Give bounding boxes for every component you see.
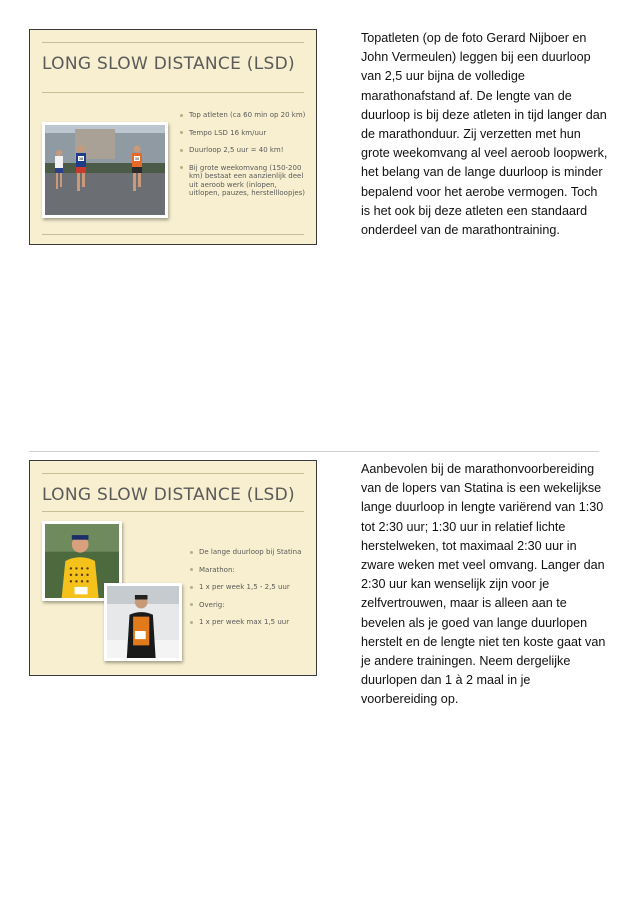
slide-bottom-rule	[42, 234, 304, 235]
speaker-notes	[361, 460, 609, 710]
slide-bullets	[180, 111, 308, 207]
bullet-item: Tempo LSD 16 km/uur	[180, 129, 308, 138]
bullet-item: Bij grote weekomvang (150-200 km) bestaat een aanzienlijk deel uit aeroob werk (inlopen, uitlopen, pauzes, herstellloopjes)	[180, 164, 308, 198]
slide-top-rule	[42, 42, 304, 43]
bullet-item: 1 x per week 1,5 - 2,5 uur	[190, 583, 314, 592]
bullet-item: De lange duurloop bij Statina	[190, 548, 314, 557]
bullet-item: Top atleten (ca 60 min op 20 km)	[180, 111, 308, 120]
slide-1	[29, 29, 317, 245]
slide-title: LONG SLOW DISTANCE (LSD)	[42, 54, 295, 74]
notes-text: Aanbevolen bij de marathonvoorbereiding van de lopers van Statina is een wekelijkse lange duurloop in lengte variërend van 1:30 tot 2:30 uur; 1:30 uur in relatief lichte herstelweken, tot maximaal 2:30 uur in zware weken met veel omvang. Langer dan 2:30 uur kan wenselijk zijn voor je zelfvertrouwen, maar is alleen aan te bevelen als je goed van lange duurlopen herstelt en de lengte niet ten koste gaat van je andere trainingen. Neem dergelijke duurlopen dan 1 à 2 maal in je voorbereiding op.	[361, 462, 606, 707]
slide-2	[29, 460, 317, 676]
bib-number: 38	[78, 157, 84, 161]
runner-photo-2	[104, 583, 182, 661]
slide-title: LONG SLOW DISTANCE (LSD)	[42, 485, 295, 505]
bib-number: 30	[134, 157, 140, 161]
bullet-item: 1 x per week max 1,5 uur	[190, 618, 314, 627]
bullet-item: Marathon:	[190, 566, 314, 575]
speaker-notes	[361, 29, 609, 240]
bullet-item: Duurloop 2,5 uur = 40 km!	[180, 146, 308, 155]
slide-title-rule	[42, 92, 304, 93]
slide-top-rule	[42, 473, 304, 474]
bullet-item: Overig:	[190, 601, 314, 610]
notes-text: Topatleten (op de foto Gerard Nijboer en John Vermeulen) leggen bij een duurloop van 2,5 uur bijna de volledige marathonafstand af. De lengte van de duurloop is bij deze atleten in tijd langer dan de marathonduur. Zij verzetten met hun grote weekomvang al veel aeroob loopwerk, het belang van de lange duurloop is minder bepalend voor het aerobe vermogen. Toch is het ook bij deze atleten een standaard onderdeel van de marathontraining.	[361, 31, 608, 238]
runners-photo	[42, 122, 168, 218]
slide-title-rule	[42, 511, 304, 512]
page-divider	[29, 451, 599, 452]
slide-bullets	[190, 548, 314, 636]
